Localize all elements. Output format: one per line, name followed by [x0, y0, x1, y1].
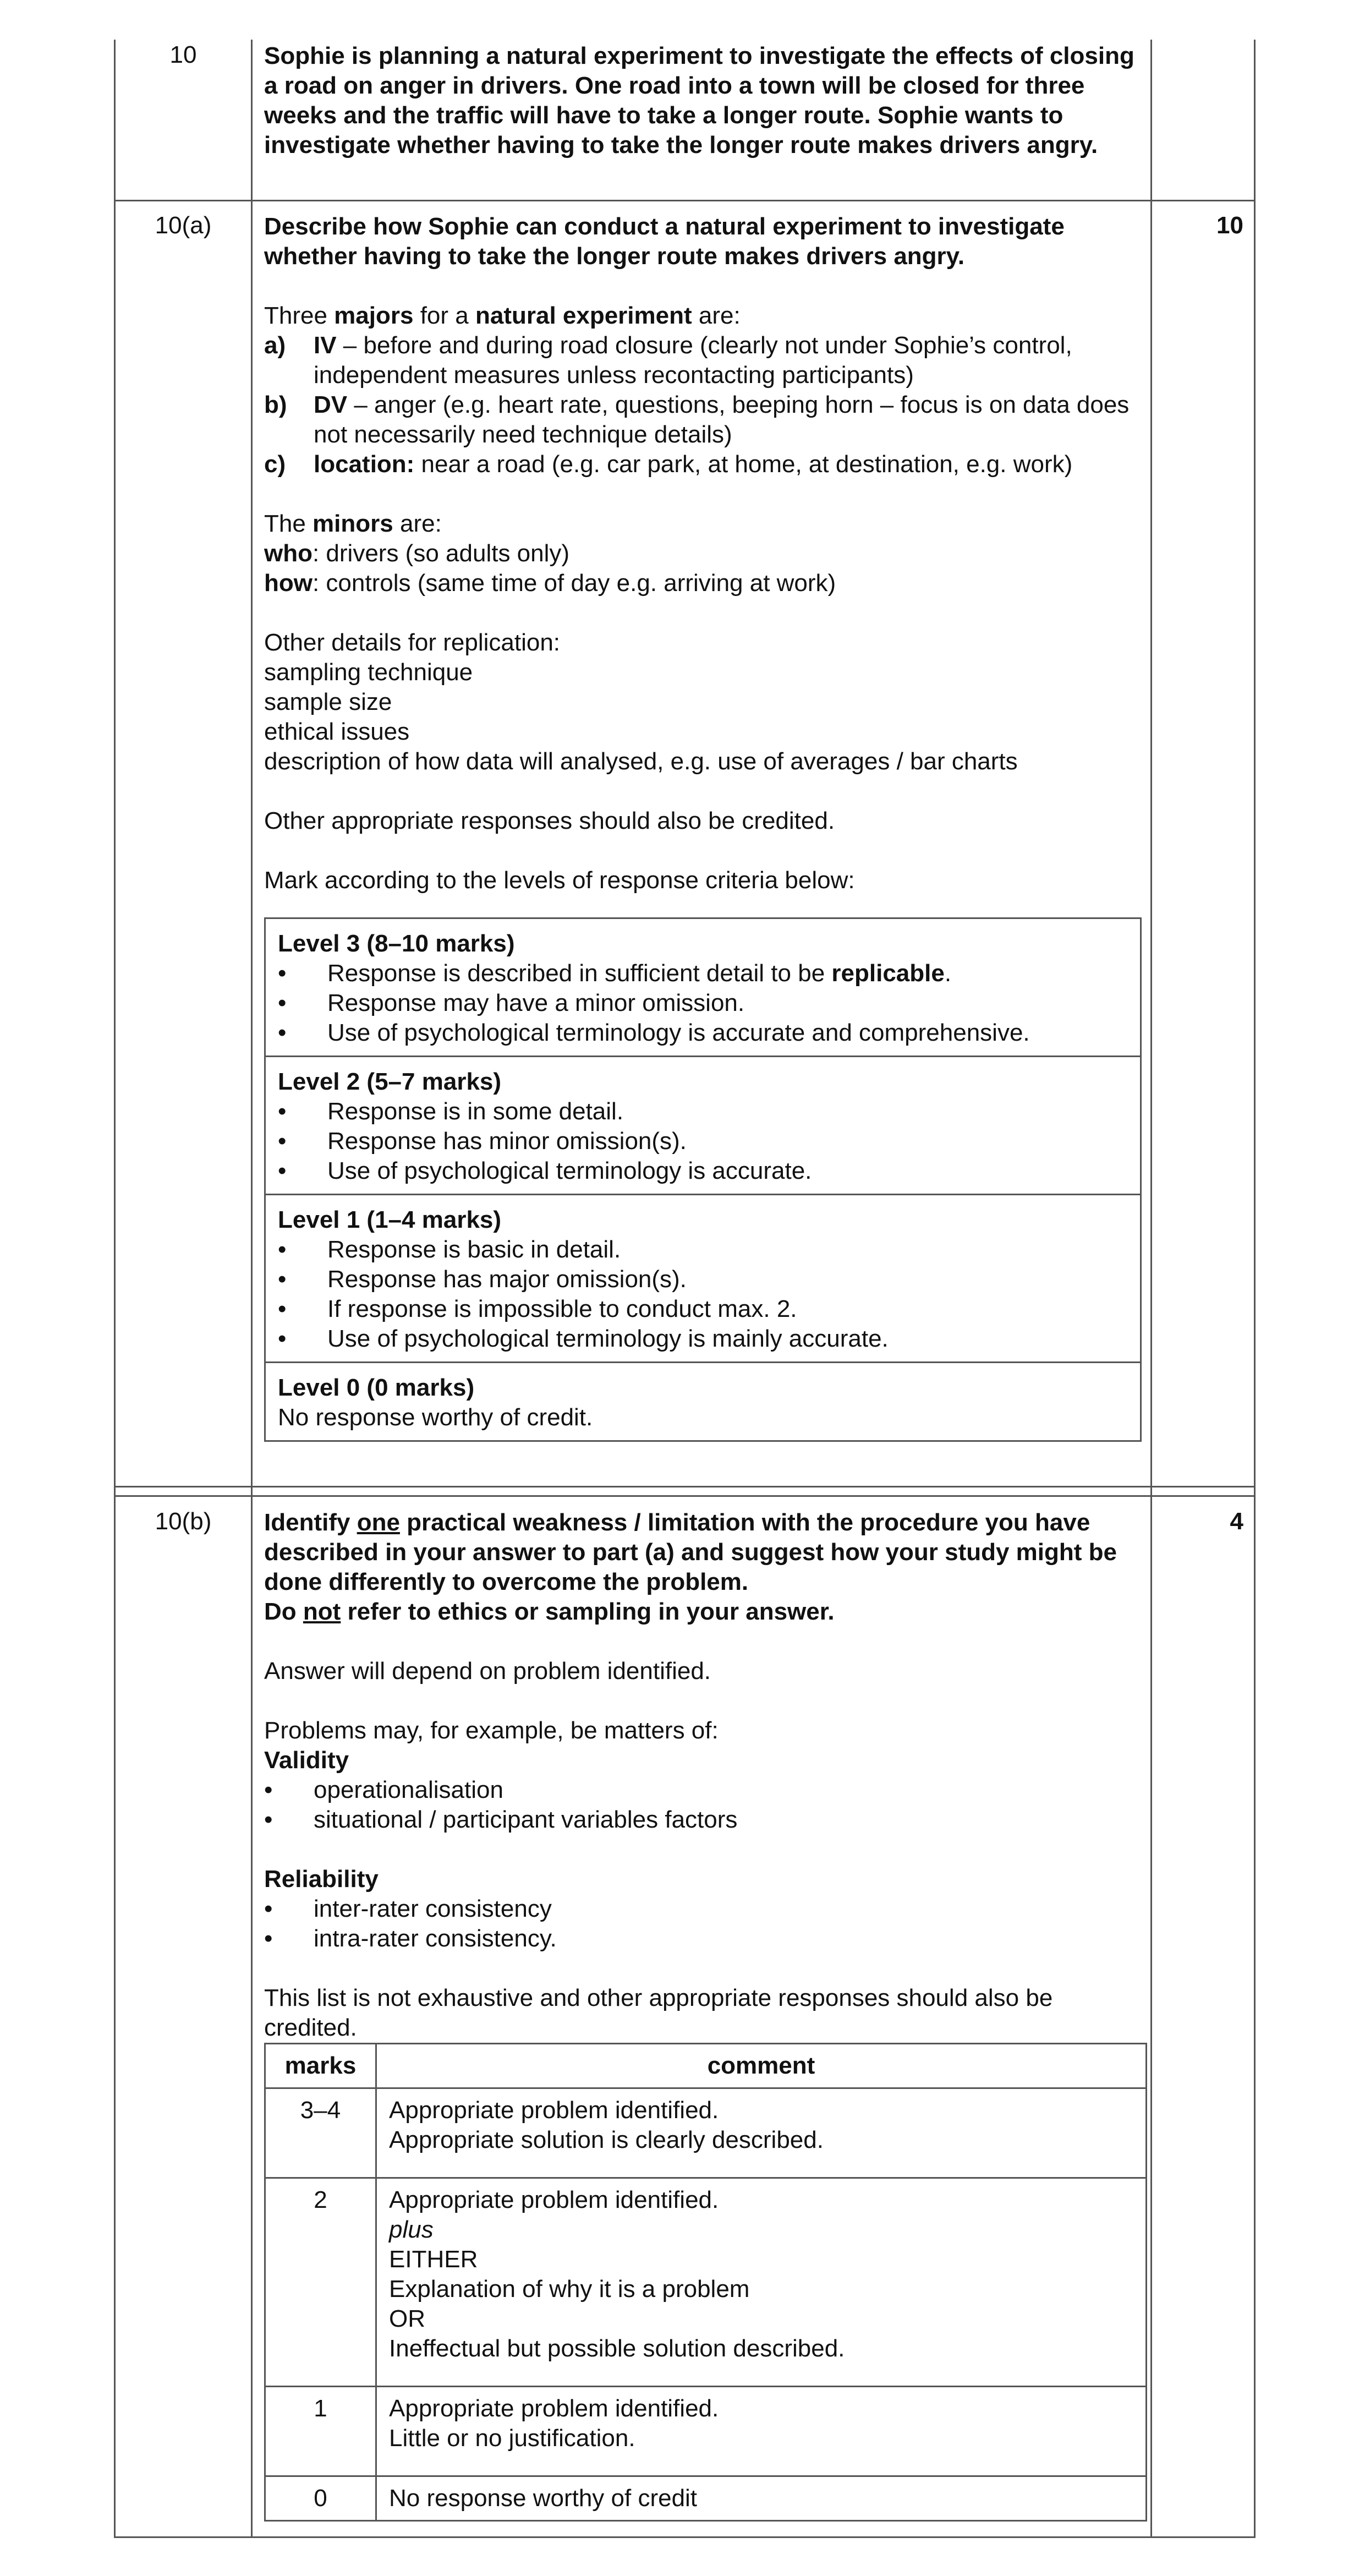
question-number: 10 [169, 41, 197, 68]
list-item: • Use of psychological terminology is accurate. [278, 1157, 812, 1184]
level-3: Level 3 (8–10 marks) • Response is described in sufficient detail to be replicable. • Response may have a minor omission. • Use of psychological terminology is accurate and comprehensive. [266, 919, 1140, 1057]
answer-note: Answer will depend on problem identified. [264, 1658, 711, 1684]
list-item: • If response is impossible to conduct max. 2. [278, 1295, 797, 1322]
list-item: • Use of psychological terminology is accurate and comprehensive. [278, 1019, 1030, 1046]
row-divider-2a [114, 1486, 1256, 1487]
question-text-10a: Describe how Sophie can conduct a natural experiment to investigate whether having to take the longer route makes drivers angry. [264, 213, 1065, 270]
table-bottom-border [114, 2536, 1256, 2538]
levels-box [264, 917, 1142, 1442]
problems-intro: Problems may, for example, be matters of: [264, 1717, 719, 1744]
marks-cell: 0 [265, 2476, 376, 2521]
list-item: • Response is basic in detail. [278, 1236, 621, 1263]
column-divider-1 [251, 40, 253, 2538]
answer-10b [264, 1508, 1147, 2522]
question-text-10b: Identify one practical weakness / limitation with the procedure you have described in your answer to part (a) and suggest how your study might be done differently to overcome the problem. [264, 1509, 1117, 1595]
minors-intro: The minors are: [264, 510, 442, 537]
list-item: • Response has minor omission(s). [278, 1128, 687, 1155]
list-item: • Response may have a minor omission. [278, 989, 745, 1016]
level-0: Level 0 (0 marks) No response worthy of credit. [278, 1374, 593, 1431]
table-left-border [114, 40, 116, 2538]
column-divider-2 [1150, 40, 1152, 2538]
marks-10a: 10 [1216, 212, 1243, 239]
marks-10b: 4 [1230, 1508, 1243, 1535]
table-row [265, 2476, 1147, 2521]
row-divider-1 [114, 200, 1256, 201]
comment-cell: Appropriate problem identified. Little or no justification. [376, 2387, 1147, 2476]
list-item: • situational / participant variables factors [264, 1806, 738, 1833]
comment-cell: No response worthy of credit [376, 2476, 1147, 2521]
question-stem: Sophie is planning a natural experiment to investigate the effects of closing a road on anger in drivers. One road into a town will be closed for three weeks and the traffic will have to take a longer route. Sophie wants to investigate whether having to take the longer route makes drivers angry. [264, 42, 1134, 158]
marks-cell: 3–4 [265, 2088, 376, 2178]
minor-item-how: how: controls (same time of day e.g. arriving at work) [264, 570, 836, 597]
mark-note: Mark according to the levels of response criteria below: [264, 867, 855, 894]
list-item: • Response has major omission(s). [278, 1266, 687, 1293]
marks-table [264, 2043, 1147, 2522]
minor-item-who: who: drivers (so adults only) [264, 540, 570, 567]
replication-item: sampling technique [264, 659, 473, 686]
marks-cell: 2 [265, 2178, 376, 2387]
reliability-title: Reliability [264, 1866, 379, 1893]
question-number-10b: 10(b) [155, 1508, 212, 1535]
replication-title: Other details for replication: [264, 629, 561, 656]
validity-title: Validity [264, 1747, 349, 1774]
replication-item: sample size [264, 688, 392, 715]
table-header-row [265, 2044, 1147, 2088]
major-item-c: c) location: near a road (e.g. car park, at home, at destination, e.g. work) [264, 451, 1073, 478]
majors-intro: Three majors for a natural experiment are: [264, 302, 741, 329]
table-row [265, 2178, 1147, 2387]
comment-cell: Appropriate problem identified. Appropriate solution is clearly described. [376, 2088, 1147, 2178]
marks-header: marks [265, 2044, 376, 2088]
table-right-border [1254, 40, 1256, 2538]
question-number-10a: 10(a) [155, 212, 212, 239]
other-credit-note: Other appropriate responses should also be credited. [264, 807, 835, 834]
level-2: Level 2 (5–7 marks) • Response is in some detail. • Response has minor omission(s). • Use of psychological terminology is accurate. [266, 1057, 1140, 1195]
comment-header: comment [376, 2044, 1147, 2088]
major-item-b: b) DV – anger (e.g. heart rate, questions, beeping horn – focus is on data does not necessarily need technique details) [264, 391, 1130, 448]
list-item: • Response is in some detail. [278, 1098, 624, 1125]
table-row [265, 2088, 1147, 2178]
list-item: • operationalisation [264, 1776, 503, 1803]
answer-10a [264, 212, 1142, 1442]
row-divider-2b [114, 1495, 1256, 1497]
list-item: • Response is described in sufficient detail to be replicable. [278, 960, 952, 987]
replication-item: ethical issues [264, 718, 410, 745]
replication-item: description of how data will analysed, e.g. use of averages / bar charts [264, 748, 1018, 775]
comment-cell: Appropriate problem identified. plus EITHER Explanation of why it is a problem OR Ineffectual but possible solution described. [376, 2178, 1147, 2387]
table-row [265, 2387, 1147, 2476]
level-1: Level 1 (1–4 marks) • Response is basic in detail. • Response has major omission(s). • If response is impossible to conduct max. 2. • Use of psychological terminology is mainly accurate. [266, 1195, 1140, 1363]
list-item: • intra-rater consistency. [264, 1925, 557, 1952]
marks-cell: 1 [265, 2387, 376, 2476]
list-item: • Use of psychological terminology is mainly accurate. [278, 1325, 889, 1352]
list-item: • inter-rater consistency [264, 1895, 552, 1922]
not-exhaustive-note: This list is not exhaustive and other appropriate responses should also be credited. [264, 1984, 1053, 2041]
question-instruction-10b: Do not refer to ethics or sampling in your answer. [264, 1598, 835, 1625]
major-item-a: a) IV – before and during road closure (clearly not under Sophie’s control, independent measures unless recontacting participants) [264, 332, 1072, 389]
